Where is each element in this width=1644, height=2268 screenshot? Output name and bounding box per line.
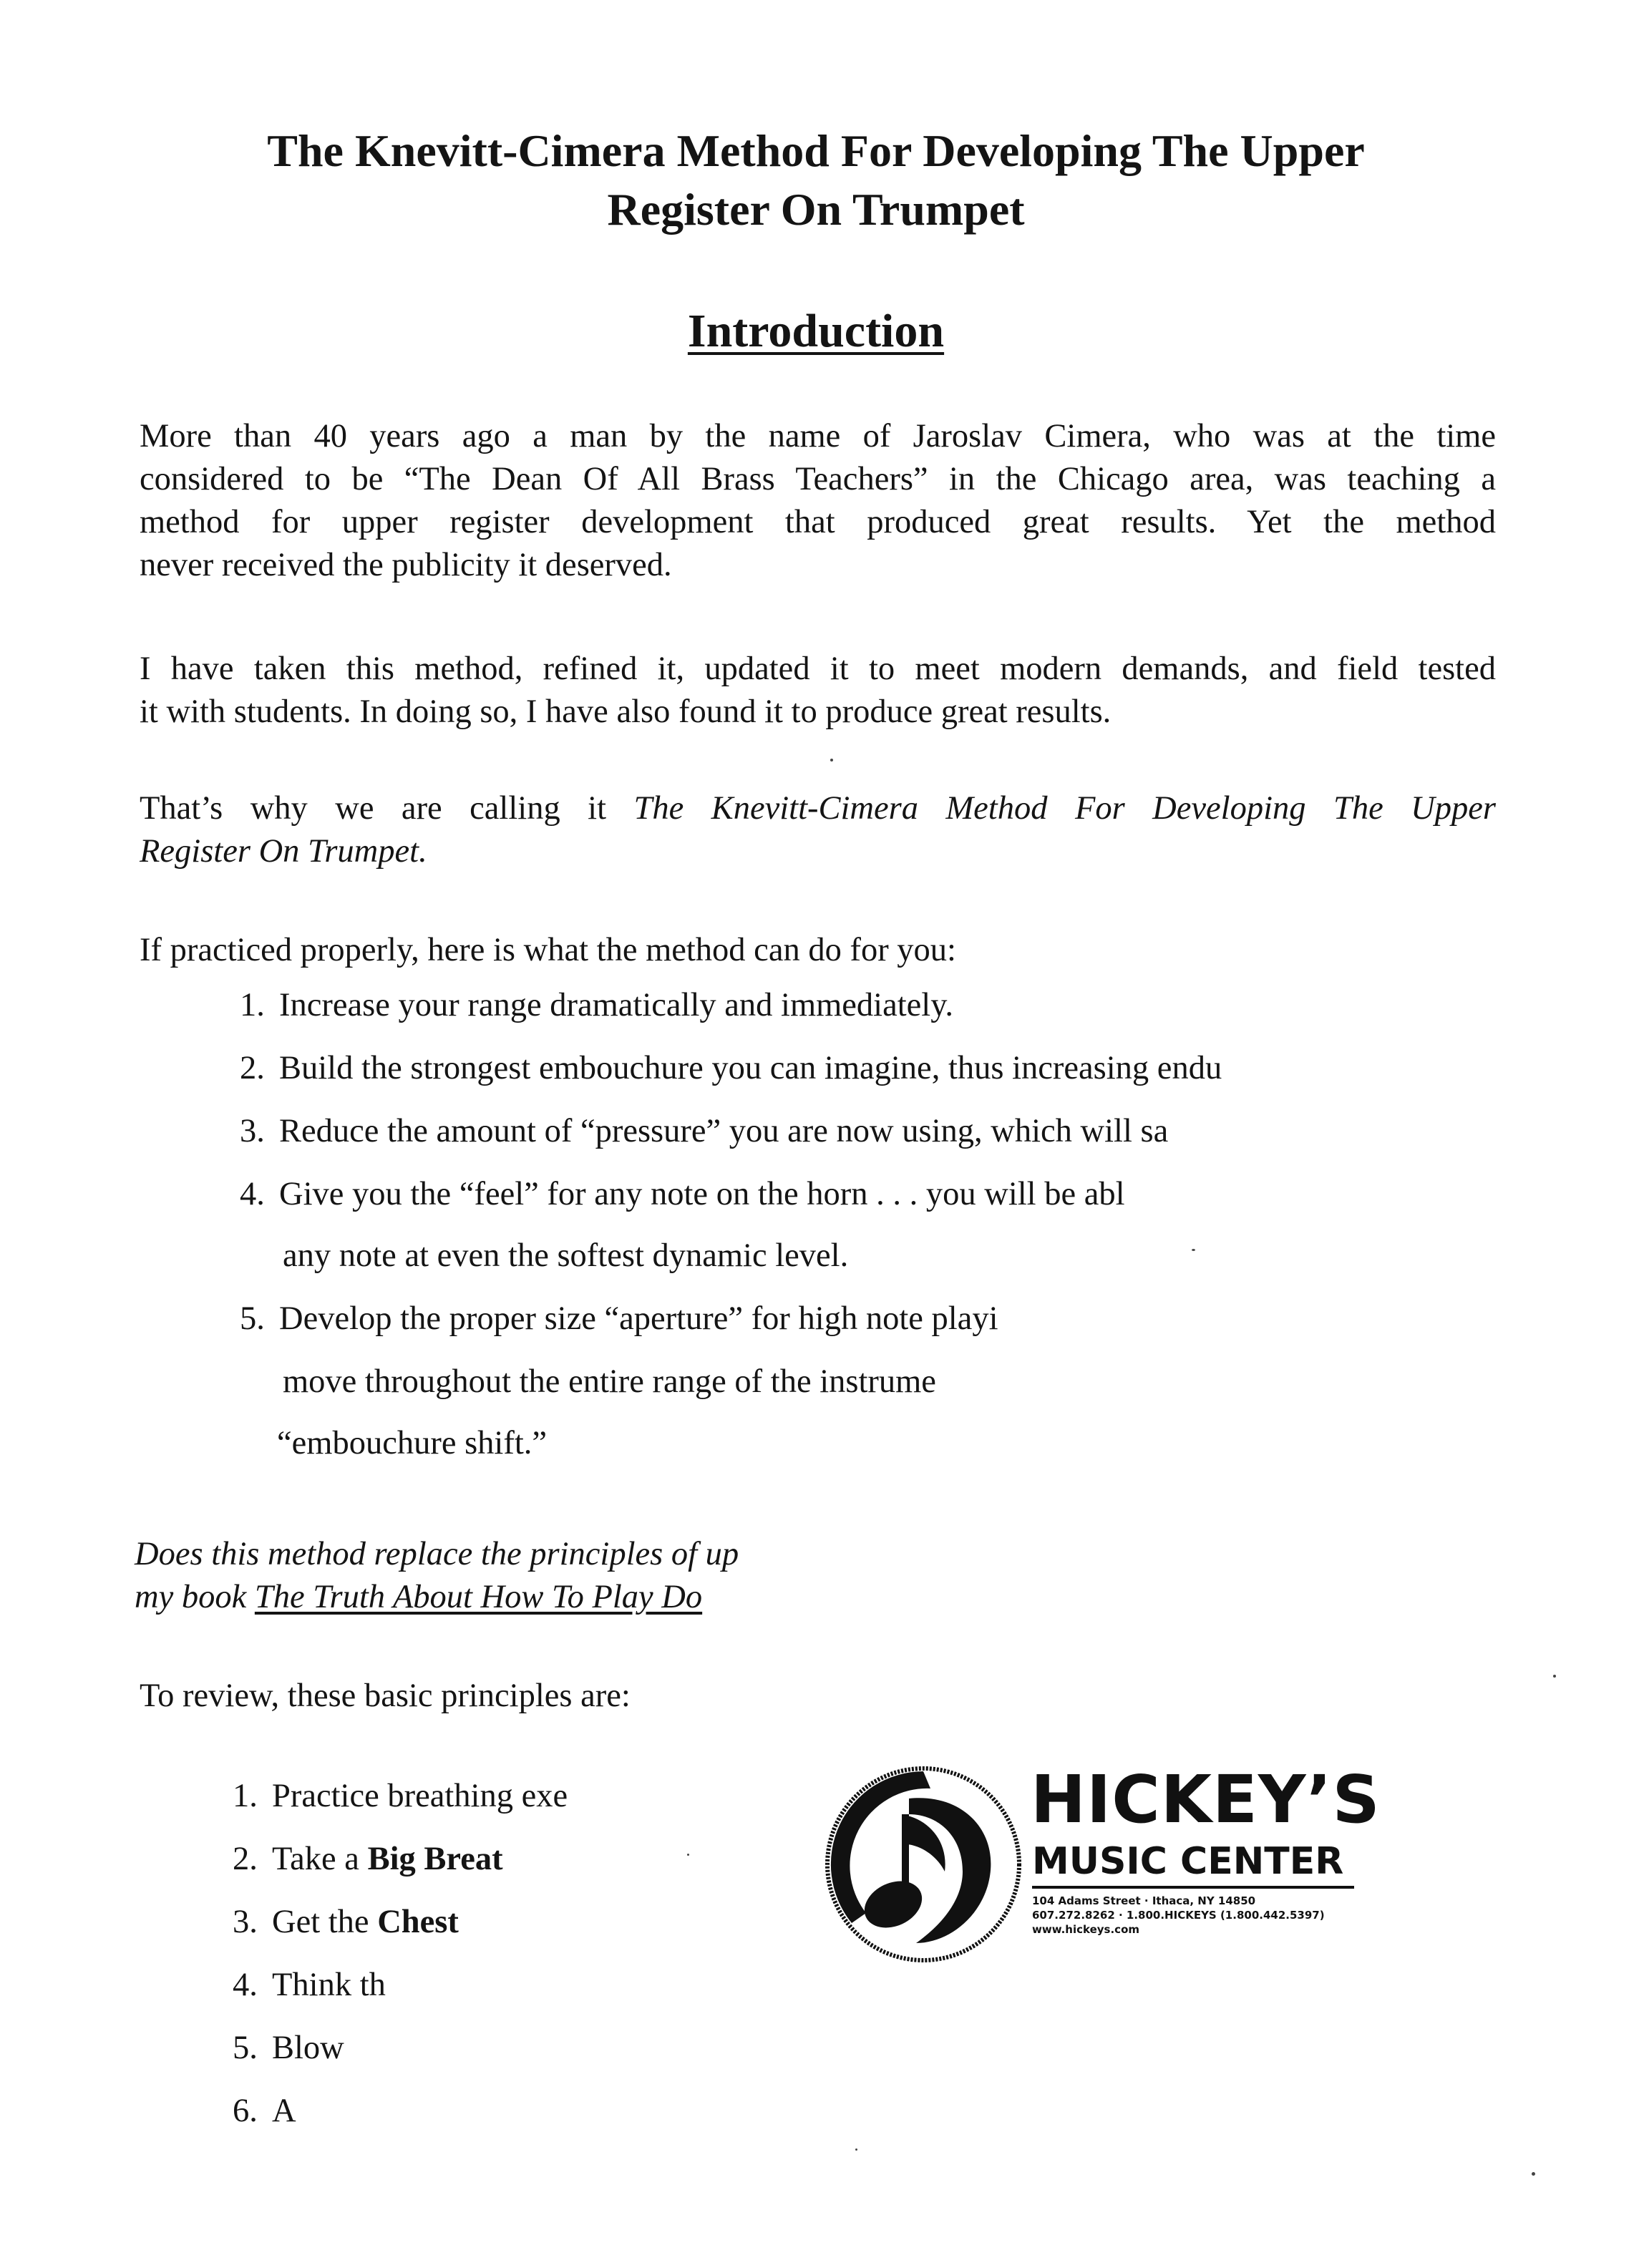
list-text: Increase your range dramatically and immediately.	[279, 987, 954, 1023]
paragraph-refinement	[140, 648, 1496, 734]
list-text: A	[272, 2093, 296, 2129]
section-heading-introduction: Introduction	[687, 305, 945, 357]
music-note-logo-icon	[823, 1764, 1023, 1965]
list-number: 3.	[233, 1904, 258, 1940]
list-text: Build the strongest embouchure you can imagine, thus increasing endu	[279, 1050, 1222, 1086]
text-line: never received the publicity it deserved.	[140, 547, 672, 583]
text-line: I have taken this method, refined it, updated it to meet modern demands, and field tested	[140, 651, 1496, 687]
title-line-2: Register On Trumpet	[607, 184, 1025, 235]
list-number: 3.	[240, 1113, 265, 1149]
list-text: Think th	[272, 1967, 386, 2003]
paragraph-benefits-intro	[140, 929, 1496, 972]
list-number: 4.	[233, 1967, 258, 2003]
text-line	[135, 1576, 739, 1619]
text-line: method for upper register development that produced great results. Yet the method	[140, 504, 1496, 540]
list-item	[240, 1047, 1222, 1090]
method-name-italic: The Knevitt-Cimera Method For Developing The Upper	[633, 790, 1496, 827]
question-prefix: my book	[135, 1579, 247, 1615]
stamp-brand-name: HICKEY’S	[1031, 1761, 1381, 1838]
list-item	[233, 1964, 386, 2007]
list-item	[233, 1838, 503, 1881]
list-number: 2.	[233, 1841, 258, 1877]
list-text: Take a	[272, 1841, 359, 1877]
question-paragraph	[135, 1533, 739, 1619]
scan-speck	[1553, 1675, 1556, 1678]
list-item	[233, 2090, 296, 2133]
list-text: Practice breathing exe	[272, 1778, 568, 1814]
stamp-subtitle: MUSIC CENTER	[1032, 1840, 1344, 1883]
method-name-italic-end: Register On Trumpet.	[140, 833, 427, 870]
list-item-continuation: “embouchure shift.”	[277, 1425, 548, 1461]
list-item	[233, 1775, 568, 1818]
list-item	[240, 1298, 998, 1340]
stamp-divider	[1032, 1886, 1354, 1889]
text-line: considered to be “The Dean Of All Brass Teachers” in the Chicago area, was teaching a	[140, 461, 1496, 497]
list-text-bold: Chest	[377, 1904, 459, 1940]
paragraph-review-intro	[140, 1675, 1496, 1718]
list-number: 1.	[233, 1778, 258, 1814]
list-item-continuation: move throughout the entire range of the instrume	[283, 1363, 936, 1400]
list-item	[240, 1110, 1168, 1153]
text-line	[140, 830, 1496, 873]
title-line-1: The Knevitt-Cimera Method For Developing The Upper	[267, 125, 1365, 176]
stamp-website: www.hickeys.com	[1032, 1923, 1139, 1936]
text-line: If practiced properly, here is what the method can do for you:	[140, 932, 956, 968]
list-text: Blow	[272, 2030, 344, 2066]
list-number: 4.	[240, 1176, 265, 1212]
scan-speck	[1192, 1249, 1195, 1251]
scan-speck	[1532, 2172, 1535, 2176]
stamp-phone: 607.272.8262 · 1.800.HICKEYS (1.800.442.5397)	[1032, 1909, 1325, 1922]
list-text: Give you the “feel” for any note on the horn . . . you will be abl	[279, 1176, 1125, 1212]
paragraph-history	[140, 415, 1496, 587]
document-title	[143, 122, 1489, 239]
list-item	[233, 1901, 459, 1944]
list-number: 6.	[233, 2093, 258, 2129]
list-number: 5.	[240, 1300, 265, 1337]
list-number: 1.	[240, 987, 265, 1023]
list-item	[240, 984, 953, 1027]
list-item-continuation: any note at even the softest dynamic level.	[283, 1237, 849, 1274]
list-text: Get the	[272, 1904, 369, 1940]
method-name-prefix: That’s why we are calling it	[140, 790, 606, 827]
scan-speck	[830, 759, 833, 761]
list-text: Reduce the amount of “pressure” you are now using, which will sa	[279, 1113, 1169, 1149]
list-text: Develop the proper size “aperture” for high note playi	[279, 1300, 998, 1337]
list-number: 5.	[233, 2030, 258, 2066]
hickeys-stamp	[823, 1761, 1381, 1979]
text-line: More than 40 years ago a man by the name of Jaroslav Cimera, who was at the time	[140, 418, 1496, 454]
text-line: it with students. In doing so, I have also found it to produce great results.	[140, 693, 1112, 730]
book-title: The Truth About How To Play Do	[254, 1579, 703, 1615]
list-text-bold: Big Breat	[367, 1841, 503, 1877]
stamp-address: 104 Adams Street · Ithaca, NY 14850	[1032, 1894, 1256, 1907]
text-line: Does this method replace the principles of up	[135, 1536, 739, 1572]
scan-speck	[855, 2148, 857, 2151]
paragraph-method-name	[140, 787, 1496, 873]
text-line	[140, 787, 1496, 830]
list-item	[240, 1173, 1125, 1216]
text-line: To review, these basic principles are:	[140, 1678, 631, 1714]
scan-speck	[687, 1854, 689, 1856]
list-number: 2.	[240, 1050, 265, 1086]
list-item	[233, 2027, 344, 2070]
